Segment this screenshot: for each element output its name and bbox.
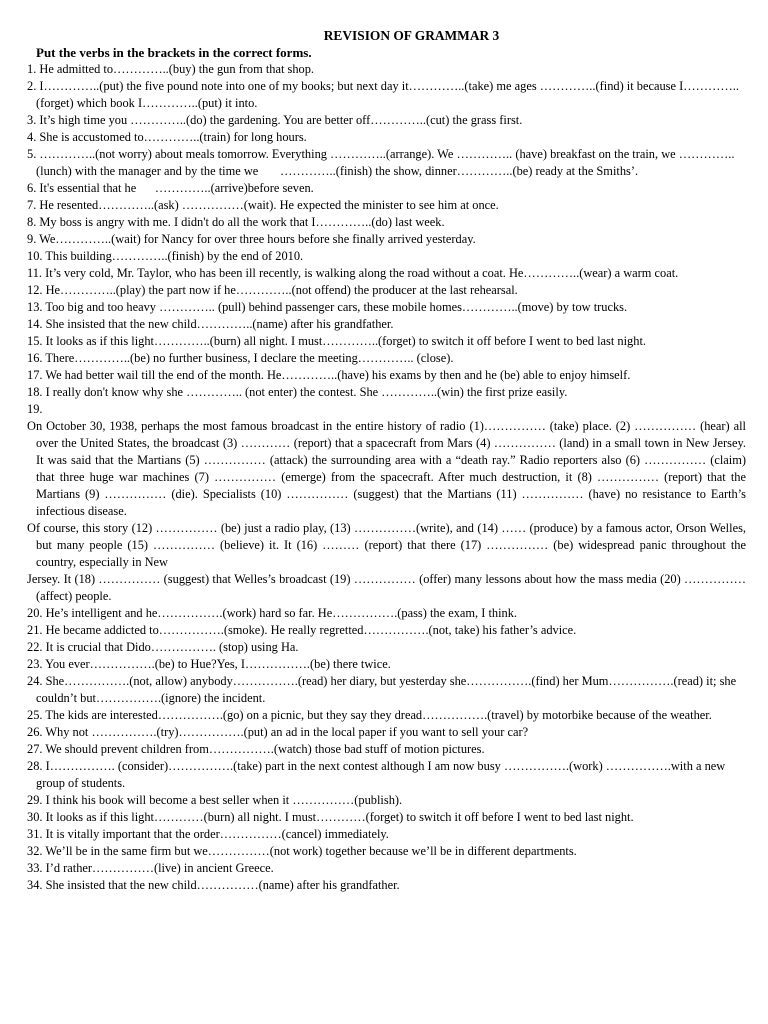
question-item: 2. I…………..(put) the five pound note into one of my books; but next day it…………..(take) me ages …………..(find) it because I…………..(forget) which book I…………..(put) it into. [27,79,739,110]
question-item: 6. It's essential that he …………..(arrive)before seven. [27,181,314,195]
question-item: 30. It looks as if this light…………(burn) all night. I must…………(forget) to switch it off before I went to bed last night. [27,810,634,824]
question-item: 32. We’ll be in the same firm but we……………(not work) together because we’ll be in different departments. [27,844,577,858]
question-item: 16. There…………..(be) no further business, I declare the meeting………….. (close). [27,351,454,365]
question-item: 34. She insisted that the new child……………(name) after his grandfather. [27,878,400,892]
question-item: 15. It looks as if this light…………..(burn) all night. I must…………..(forget) to switch it off before I went to bed last night. [27,334,646,348]
question-item: 7. He resented…………..(ask) ……………(wait). He expected the minister to see him at once. [27,198,499,212]
question-item: 18. I really don't know why she ………….. (not enter) the contest. She …………..(win) the first prize easily. [27,385,568,399]
radio-broadcast-passage [27,418,750,605]
question-item: 21. He became addicted to…………….(smoke). He really regretted…………….(not, take) his father’s advice. [27,623,577,637]
question-item: 27. We should prevent children from…………….(watch) those bad stuff of motion pictures. [27,742,485,756]
question-item: 9. We…………..(wait) for Nancy for over three hours before she finally arrived yesterday. [27,232,476,246]
question-item: 33. I’d rather……………(live) in ancient Greece. [27,861,274,875]
question-list [27,61,746,418]
page-title: REVISION OF GRAMMAR 3 [323,28,500,43]
question-item: 23. You ever…………….(be) to Hue?Yes, I…………….(be) there twice. [27,657,391,671]
question-item: 5. …………..(not worry) about meals tomorrow. Everything …………..(arrange). We ………….. (have) breakfast on the train, we …………..(lunch) with the manager and by the time we …………..(finish) the show, dinner…………..(be) ready at the Smiths’. [27,147,735,178]
question-item: 28. I……………. (consider)…………….(take) part in the next contest although I am now busy …………….(work) …………….with a new group of students. [27,759,729,790]
question-item: 11. It’s very cold, Mr. Taylor, who has been ill recently, is walking along the road without a coat. He…………..(wear) a warm coat. [27,266,679,280]
question-item: 24. She…………….(not, allow) anybody…………….(read) her diary, but yesterday she…………….(find) her Mum…………….(read) it; she couldn’t but…………….(ignore) the incident. [27,674,740,705]
question-item: 26. Why not …………….(try)…………….(put) an ad in the local paper if you want to sell your car? [27,725,529,739]
question-item: 14. She insisted that the new child…………..(name) after his grandfather. [27,317,394,331]
question-item: 19. [27,402,43,416]
question-item: 20. He’s intelligent and he…………….(work) hard so far. He…………….(pass) the exam, I think. [27,606,518,620]
question-item: 22. It is crucial that Dido……………. (stop) using Ha. [27,640,299,654]
instruction: Put the verbs in the brackets in the correct forms. [36,45,312,60]
question-item: 12. He…………..(play) the part now if he…………..(not offend) the producer at the last rehearsal. [27,283,518,297]
question-item: 3. It’s high time you …………..(do) the gardening. You are better off…………..(cut) the grass first. [27,113,523,127]
passage-paragraph: On October 30, 1938, perhaps the most famous broadcast in the entire history of radio (1)…………… (take) place. (2) …………… (hear) all over the United States, the broadcast (3) ………… (report) that a spacecraft from Mars (4) …………… (land) in a small town in New Jersey. It was said that the Martians (5) …………… (attack) the surrounding area with a “death ray.” Radio reporters also (6) …………… (claim) that three huge war machines (7) …………… (emerge) from the spacecraft. After much destruction, it (8) …………… (report) that the Martians (9) …………… (die). Specialists (10) …………… (suggest) that the Martians (11) …………… (have) no resistance to Earth’s infectious disease. [27,419,750,518]
question-item: 4. She is accustomed to…………..(train) for long hours. [27,130,307,144]
question-item: 8. My boss is angry with me. I didn't do all the work that I…………..(do) last week. [27,215,445,229]
question-item: 17. We had better wail till the end of the month. He…………..(have) his exams by then and he (be) able to enjoy himself. [27,368,631,382]
question-list-2 [27,605,746,894]
question-item: 10. This building…………..(finish) by the end of 2010. [27,249,304,263]
question-item: 13. Too big and too heavy ………….. (pull) behind passenger cars, these mobile homes…………..(move) by tow trucks. [27,300,628,314]
question-item: 29. I think his book will become a best seller when it ……………(publish). [27,793,403,807]
question-item: 25. The kids are interested…………….(go) on a picnic, but they say they dread…………….(travel) by motorbike because of the weather. [27,708,712,722]
question-item: 31. It is vitally important that the order……………(cancel) immediately. [27,827,389,841]
passage-paragraph: Jersey. It (18) …………… (suggest) that Welles’s broadcast (19) …………… (offer) many lessons about how the mass media (20) …………… (affect) people. [27,572,750,603]
passage-paragraph: Of course, this story (12) …………… (be) just a radio play, (13) ……………(write), and (14) …… (produce) by a famous actor, Orson Welles, but many people (15) …………… (believe) it. It (16) ……… (report) that there (17) …………… (be) widespread panic throughout the country, especially in New [27,521,750,569]
question-item: 1. He admitted to…………..(buy) the gun from that shop. [27,62,315,76]
